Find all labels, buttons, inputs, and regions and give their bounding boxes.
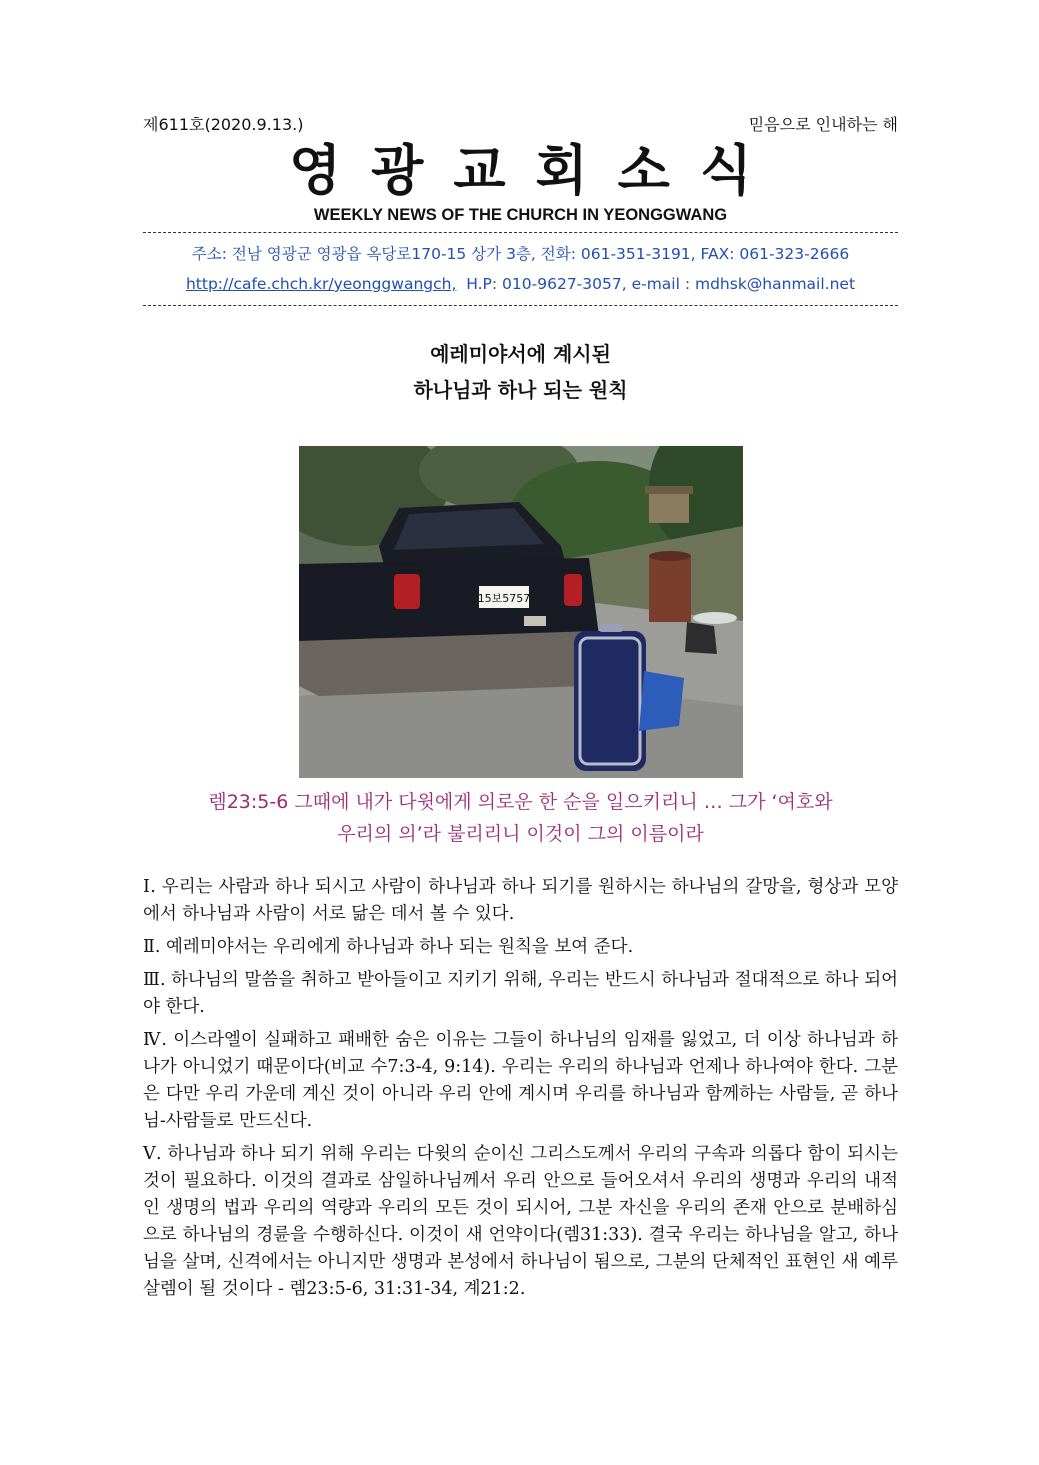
article-title (143, 336, 898, 408)
divider-bottom (143, 305, 898, 306)
title-line-1: 예레미야서에 계시된 (430, 342, 611, 366)
verse-line-2: 우리의 의’라 불리리니 이것이 그의 이름이라 (337, 823, 704, 845)
key-verse (143, 786, 898, 850)
masthead-subtitle: WEEKLY NEWS OF THE CHURCH IN YEONGGWANG (313, 206, 728, 224)
cafe-link[interactable]: http://cafe.chch.kr/yeonggwangch, (185, 275, 457, 293)
outline-points (143, 874, 898, 1303)
outline-point-2: Ⅱ. 예레미야서는 우리에게 하나님과 하나 되는 원칙을 보여 준다. (143, 937, 634, 957)
contact-info (143, 239, 898, 299)
verse-line-1: 렘23:5-6 그때에 내가 다윗에게 의로운 한 순을 일으키리니 … 그가 ‘여호와 (208, 791, 833, 813)
car-photo (299, 446, 743, 778)
contact-line (143, 269, 898, 299)
outline-point-3: Ⅲ. 하나님의 말씀을 취하고 받아들이고 지키기 위해, 우리는 반드시 하나님과 절대적으로 하나 되어야 한다. (143, 970, 898, 1017)
divider-top (143, 232, 898, 233)
license-plate: 15보5757 (477, 592, 530, 605)
newsletter-page (143, 112, 898, 1309)
issue-number: 제611호(2020.9.13.) (143, 115, 304, 134)
outline-point-4: Ⅳ. 이스라엘이 실패하고 패배한 숨은 이유는 그들이 하나님의 임재를 잃었고, 더 이상 하나님과 하나가 아니었기 때문이다(비교 수7:3-4, 9:14). 우리는 우리의 하나님과 언제나 하나여야 한다. 그분은 다만 우리 가운데 계신 것이 아니라 우리 안에 계시며 우리를 하나님과 함께하는 사람들, 곧 하나님-사람들로 만드신다. (143, 1030, 898, 1131)
outline-point-5: Ⅴ. 하나님과 하나 되기 위해 우리는 다윗의 순이신 그리스도께서 우리의 구속과 의롭다 함이 되시는 것이 필요하다. 이것의 결과로 삼일하나님께서 우리 안으로 들어오셔서 우리의 생명과 우리의 내적인 생명의 법과 우리의 역량과 우리의 모든 것이 되시어, 그분 자신을 우리의 존재 안으로 분배하심으로 하나님의 경륜을 수행하신다. 이것이 새 언약이다(렘31:33). 결국 우리는 하나님을 알고, 하나님을 살며, 신격에서는 아니지만 생명과 본성에서 하나님이 됨으로, 그분의 단체적인 표현인 새 예루살렘이 될 것이다 - 렘23:5-6, 31:31-34, 계21:2. (143, 1144, 898, 1299)
outline-point-1: Ⅰ. 우리는 사람과 하나 되시고 사람이 하나님과 하나 되기를 원하시는 하나님의 갈망을, 형상과 모양에서 하나님과 사람이 서로 닮은 데서 볼 수 있다. (143, 877, 898, 924)
yearly-motto: 믿음으로 인내하는 해 (748, 115, 898, 134)
issue-line (143, 112, 898, 138)
title-line-2: 하나님과 하나 되는 원칙 (413, 378, 628, 402)
phone-email: H.P: 010-9627-3057, e-mail : mdhsk@hanmail.net (466, 275, 856, 293)
address-line: 주소: 전남 영광군 영광읍 옥당로170-15 상가 3층, 전화: 061-351-3191, FAX: 061-323-2666 (191, 245, 850, 263)
masthead-title: 영광교회소식 (289, 139, 782, 202)
